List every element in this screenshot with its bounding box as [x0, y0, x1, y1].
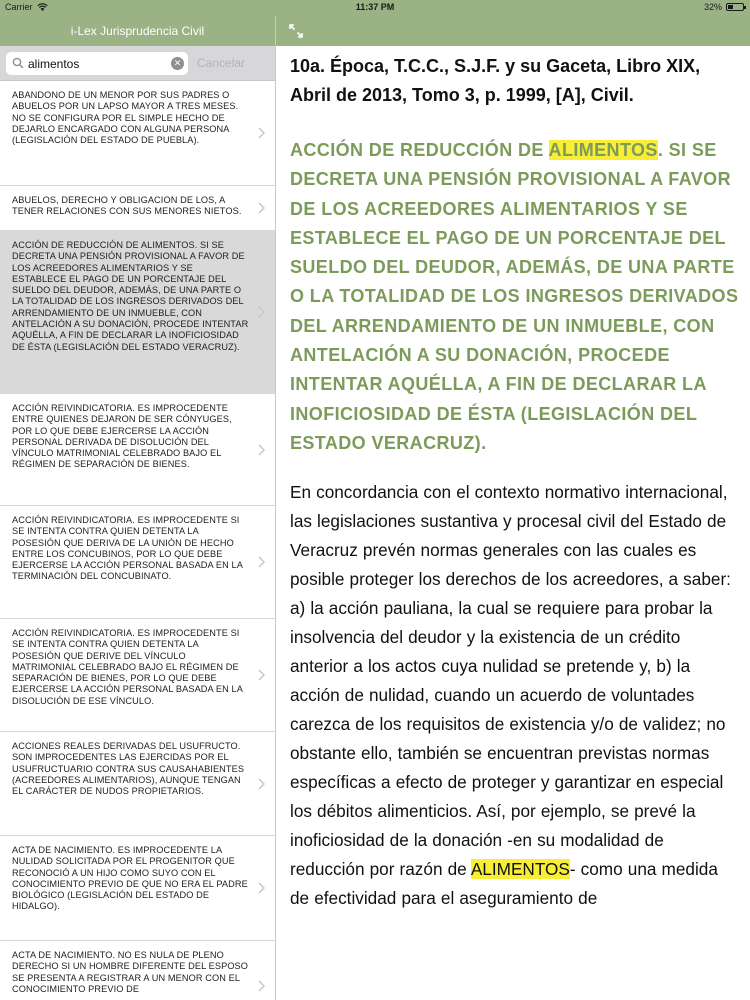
chevron-right-icon — [258, 202, 265, 214]
chevron-right-icon — [258, 669, 265, 681]
heading-text-rest: . SI SE DECRETA UNA PENSIÓN PROVISIONAL A FAVOR DE LOS ACREEDORES ALIMENTARIOS Y SE ESTABLECE EL PAGO DE UN PORCENTAJE DEL SUELDO DEL DEUDOR, ADEMÁS, DE UNA PARTE O LA TOTALIDAD DE LOS INGRESOS DERIVADOS DEL ARRENDAMIENTO DE UN INMUEBLE, CON ANTELACIÓN A SU DONACIÓN, PROCEDE INTENTAR AQUÉLLA, A FIN DE DECLARAR LA INOFICIOSIDAD DE ÉSTA (LEGISLACIÓN DEL ESTADO VERACRUZ). — [290, 140, 739, 453]
search-highlight: ALIMENTOS — [548, 140, 658, 160]
search-field[interactable] — [6, 52, 188, 75]
list-item-selected[interactable] — [0, 231, 275, 394]
list-item-text: ACCIÓN REIVINDICATORIA. ES IMPROCEDENTE SI SE INTENTA CONTRA QUIEN DETENTA LA POSESIÓN QUE DERIVE DEL VÍNCULO MATRIMONIAL CELEBRADO BAJO EL RÉGIMEN DE SEPARACIÓN DE BIENES, POR LO QUE DEBE EJERCERSE LA ACCIÓN PERSONAL BASADA EN LA DISOLUCIÓN DE ESE VÍNCULO. — [12, 628, 243, 706]
cancel-button[interactable]: Cancelar — [197, 56, 246, 70]
document-body — [290, 478, 740, 913]
left-panel — [0, 0, 276, 1000]
carrier-label: Carrier — [5, 2, 33, 12]
list-item[interactable] — [0, 836, 275, 941]
battery-icon — [726, 3, 744, 11]
clock: 11:37 PM — [355, 2, 395, 12]
detail-panel — [276, 0, 750, 1000]
heading-text: ACCIÓN DE REDUCCIÓN DE — [290, 140, 549, 160]
battery-percent: 32% — [703, 2, 722, 12]
list-item[interactable] — [0, 506, 275, 619]
detail-nav-bar — [276, 16, 750, 46]
list-item-text: ACCIÓN REIVINDICATORIA. ES IMPROCEDENTE SI SE INTENTA CONTRA QUIEN DETENTA LA POSESIÓN QUE DERIVA DE LA UNIÓN DE HECHO ENTRE LOS CONCUBINOS, POR LO QUE DEBE EJERCERSE LA ACCIÓN PERSONAL BASADA EN LA TERMINACIÓN DEL CONCUBINATO. — [12, 515, 243, 582]
search-icon — [12, 57, 24, 69]
list-item[interactable] — [0, 941, 275, 1000]
document-citation: 10a. Época, T.C.C., S.J.F. y su Gaceta, Libro XIX, Abril de 2013, Tomo 3, p. 1999, [A], Civil. — [290, 56, 701, 105]
list-item[interactable] — [0, 394, 275, 506]
list-item-text: ACCIÓN REIVINDICATORIA. ES IMPROCEDENTE ENTRE QUIENES DEJARON DE SER CÓNYUGES, POR LO QUE DEBE EJERCERSE LA ACCIÓN PERSONAL DERIVADA DE DISOLUCIÓN DEL VÍNCULO MATRIMONIAL CELEBRADO BAJO EL RÉGIMEN DE SEPARACIÓN DE BIENES. — [12, 403, 232, 470]
search-highlight: ALIMENTOS — [470, 859, 570, 880]
chevron-right-icon — [258, 556, 265, 568]
battery-indicator — [704, 2, 744, 12]
body-text-rest: - como una medida de efectividad para el aseguramiento de — [290, 859, 718, 909]
list-item-text: ACCIÓN DE REDUCCIÓN DE ALIMENTOS. SI SE DECRETA UNA PENSIÓN PROVISIONAL A FAVOR DE LOS ACREEDORES ALIMENTARIOS Y SE ESTABLECE EL PAGO DE UN PORCENTAJE DEL SUELDO DEL DEUDOR, ADEMÁS, DE UNA PARTE O LA TOTALIDAD DE LOS INGRESOS DERIVADOS DEL ARRENDAMIENTO DE UN INMUEBLE, CON ANTELACIÓN A SU DONACIÓN, PROCEDE INTENTAR AQUÉLLA, A FIN DE DECLARAR LA INOFICIOSIDAD DE ÉSTA (LEGISLACIÓN DEL ESTADO VERACRUZ). — [12, 240, 249, 352]
list-item[interactable] — [0, 186, 275, 231]
chevron-right-icon — [258, 127, 265, 139]
clear-icon[interactable]: ✕ — [171, 57, 184, 70]
list-item-text: ABANDONO DE UN MENOR POR SUS PADRES O ABUELOS POR UN LAPSO MAYOR A TRES MESES. NO SE CONFIGURA POR EL SIMPLE HECHO DE DEJARLO ENCARGADO CON ALGUNA PERSONA (LEGISLACIÓN DEL ESTADO DE PUEBLA). — [12, 90, 239, 146]
search-input[interactable] — [28, 54, 166, 73]
list-item-text: ACTA DE NACIMIENTO. ES IMPROCEDENTE LA NULIDAD SOLICITADA POR EL PROGENITOR QUE RECONOCIÓ A UN HIJO COMO SUYO CON EL CONOCIMIENTO PREVIO DE QUE NO ERA EL PADRE BIOLÓGICO (LEGISLACIÓN DEL ESTADO DE HIDALGO). — [12, 845, 248, 912]
list-item-text: ABUELOS, DERECHO Y OBLIGACION DE LOS, A TENER RELACIONES CON SUS MENORES NIETOS. — [12, 195, 242, 217]
chevron-right-icon — [258, 980, 265, 992]
list-item[interactable] — [0, 81, 275, 186]
search-bar — [0, 46, 275, 81]
expand-icon[interactable] — [288, 23, 304, 39]
results-list — [0, 81, 275, 1000]
chevron-right-icon — [258, 444, 265, 456]
chevron-right-icon — [258, 306, 265, 318]
chevron-right-icon — [258, 882, 265, 894]
document-heading — [290, 136, 740, 458]
list-item[interactable] — [0, 732, 275, 836]
list-item[interactable] — [0, 619, 275, 732]
chevron-right-icon — [258, 778, 265, 790]
document-content — [290, 48, 740, 913]
body-text: En concordancia con el contexto normativo internacional, las legislaciones sustantiva y procesal civil del Estado de Veracruz prevén normas generales con las cuales es posible proteger los derechos de los acreedores, a saber: a) la acción pauliana, la cual se requiere para probar la insolvencia del deudor y la existencia de un crédito anterior a los actos cuya nulidad se pretende y, b) la acción de nulidad, cuando un acuerdo de voluntades carezca de los requisitos de existencia y/o de validez; no obstante ello, también se encuentran previstas normas específicas a efecto de proteger y garantizar en especial los débitos alimenticios. Así, por ejemplo, se prevé la inoficiosidad de la donación -en su modalidad de reducción por razón de — [290, 482, 731, 880]
list-item-text: ACCIONES REALES DERIVADAS DEL USUFRUCTO. SON IMPROCEDENTES LAS EJERCIDAS POR EL USUFRUCTUARIO CONTRA SUS CAUSAHABIENTES (ACREEDORES ALIMENTARIOS), AUNQUE TENGAN EL CARÁCTER DE NUDOS PROPIETARIOS. — [12, 741, 245, 797]
left-nav-title: i-Lex Jurisprudencia Civil — [0, 16, 275, 46]
list-item-text: ACTA DE NACIMIENTO. NO ES NULA DE PLENO DERECHO SI UN HOMBRE DIFERENTE DEL ESPOSO SE PRESENTA A REGISTRAR A UN MENOR CON EL CONOCIMIENTO PREVIO DE — [12, 950, 249, 994]
status-bar — [0, 0, 750, 16]
